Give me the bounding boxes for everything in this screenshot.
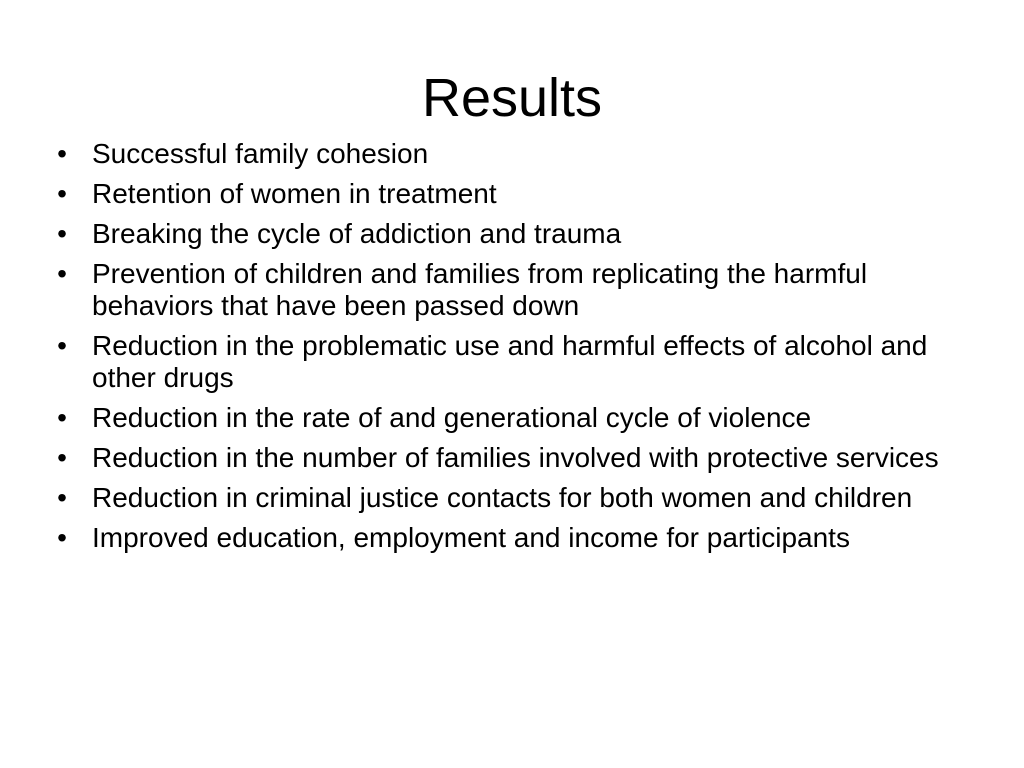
bullet-icon: • [57, 258, 67, 289]
bullet-icon: • [57, 138, 67, 169]
bullet-icon: • [57, 330, 67, 361]
list-item [52, 442, 952, 474]
list-item-text: Breaking the cycle of addiction and trauma [92, 218, 622, 249]
bullet-icon: • [57, 482, 67, 513]
list-item-text: Retention of women in treatment [92, 178, 497, 209]
list-item [52, 178, 952, 210]
slide-title: Results [421, 68, 603, 128]
list-item [52, 138, 952, 170]
list-item-text: Successful family cohesion [92, 138, 429, 169]
bullet-icon: • [57, 522, 67, 553]
bullet-icon: • [57, 178, 67, 209]
list-item [52, 402, 952, 434]
bullet-list [52, 138, 952, 562]
bullet-icon: • [57, 402, 67, 433]
bullet-icon: • [57, 442, 67, 473]
list-item [52, 330, 952, 394]
list-item [52, 482, 952, 514]
list-item-text: Reduction in the number of families involved with protective services [92, 442, 939, 473]
list-item [52, 522, 952, 554]
bullet-icon: • [57, 218, 67, 249]
list-item-text: Improved education, employment and income for participants [92, 522, 850, 553]
list-item-text: Prevention of children and families from replicating the harmful behaviors that have been passed down [92, 258, 868, 321]
list-item [52, 258, 952, 322]
list-item-text: Reduction in criminal justice contacts for both women and children [92, 482, 913, 513]
list-item [52, 218, 952, 250]
list-item-text: Reduction in the rate of and generational cycle of violence [92, 402, 812, 433]
list-item-text: Reduction in the problematic use and harmful effects of alcohol and other drugs [92, 330, 928, 393]
